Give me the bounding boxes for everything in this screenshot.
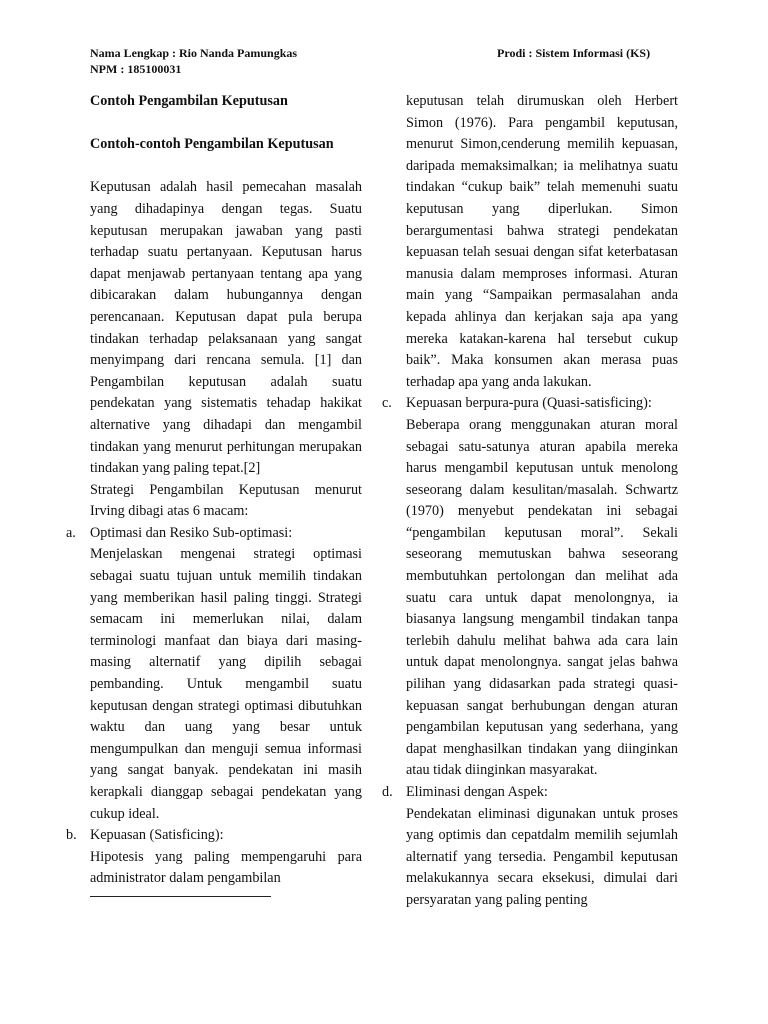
- right-column: [382, 91, 678, 912]
- item-b-body: Hipotesis yang paling mempengaruhi para administrator dalam pengambilan: [90, 848, 362, 887]
- list-marker-c: c.: [382, 395, 392, 412]
- item-c-title: Kepuasan berpura-pura (Quasi-satisficing):: [406, 395, 652, 412]
- list-marker-d: d.: [382, 784, 393, 800]
- list-item-c: [382, 393, 678, 782]
- list-item-a: [66, 523, 362, 825]
- header-npm: NPM : 185100031: [90, 62, 182, 76]
- intro-paragraph: Keputusan adalah hasil pemecahan masalah yang dihadapinya dengan tegas. Suatu keputusan merupakan jawaban yang pasti terhadap suatu pertanyaan. Keputusan harus dapat menjawab pertanyaan tentang apa yang dibicarakan dalam hubungannya dengan perencanaan. Keputusan dapat pula berupa tindakan terhadap pelaksanaan yang sangat menyimpang dari rencana semula. [1] dan Pengambilan keputusan adalah suatu pendekatan yang sistematis tehadap hakikat alternative yang dihadapi dan mengambil tindakan yang menurut perhitungan merupakan tindakan yang paling tepat.[2]: [90, 179, 362, 477]
- item-a-title: Optimasi dan Resiko Sub-optimasi:: [90, 524, 293, 541]
- item-d-title: Eliminasi dengan Aspek:: [406, 784, 548, 800]
- item-d-body: Pendekatan eliminasi digunakan untuk proses yang optimis dan cepatdalm memilih sejumlah alternatif yang tersedia. Pengambil keputusan melakukannya secara eksekusi, dimulai dari persyaratan yang paling penting: [406, 805, 678, 908]
- item-b-title: Kepuasan (Satisficing):: [90, 827, 224, 844]
- list-marker-b: b.: [66, 827, 77, 844]
- item-a-body: Menjelaskan mengenai strategi optimasi sebagai suatu tujuan untuk memilih tindakan yang memberikan hasil paling tinggi. Strategi semacam ini memerlukan nilai, dalam terminologi manfaat dan biaya dari masing-masing alternatif yang dipilih sebagai pembanding. Untuk mengambil suatu keputusan dengan strategi optimasi dibutuhkan waktu dan uang yang besar untuk mengumpulkan dan menguji semua informasi yang sangat banyak. pendekatan ini masih kerapkali dianggap sebagai pendekatan yang cukup ideal.: [90, 546, 362, 822]
- header-name: Nama Lengkap : Rio Nanda Pamungkas: [90, 46, 298, 60]
- left-column: [66, 91, 362, 897]
- list-item-b: [66, 825, 362, 890]
- list-marker-a: a.: [66, 524, 76, 541]
- section-subheading: Contoh-contoh Pengambilan Keputusan: [90, 136, 334, 153]
- footnote-separator: [90, 896, 271, 897]
- continued-paragraph: keputusan telah dirumuskan oleh Herbert Simon (1976). Para pengambil keputusan, menurut Simon,cenderung memilih kepuasan, daripada memaksimalkan; ia melihatnya suatu tindakan “cukup baik” telah memenuhi suatu keputusan yang diperlukan. Simon berargumentasi bahwa strategi pendekatan kepuasan telah sesuai dengan sifat keterbatasan manusia dalam memproses informasi. Aturan main yang “Sampaikan permasalahan anda kepada ahlinya dan kerjakan saja apa yang mereka katakan-karena hal tersebut cukup baik”. Maka konsumen akan merasa puas terhadap apa yang anda lakukan.: [406, 93, 678, 390]
- item-c-body: Beberapa orang menggunakan aturan moral sebagai satu-satunya aturan apabila mereka harus mengambil keputusan untuk menolong seseorang dalam kesulitan/masalah. Schwartz (1970) menyebut pendekatan ini sebagai “pengambilan keputusan moral”. Sekali seseorang memutuskan bahwa seseorang membutuhkan pertolongan dan melihat ada suatu cara untuk dapat menolongnya, ia biasanya langsung mengambil tindakan tanpa terlebih dahulu melihat bahwa ada cara lain untuk dapat menolongnya. sangat jelas bahwa pilihan yang didasarkan pada strategi quasi-kepuasan sangat berhubungan dengan aturan pengambilan keputusan yang sederhana, yang dapat menghasilkan tindakan yang diinginkan atau tidak diinginkan masyarakat.: [406, 416, 678, 779]
- strategy-intro: Strategi Pengambilan Keputusan menurut Irving dibagi atas 6 macam:: [90, 481, 362, 520]
- list-item-d: [382, 782, 678, 912]
- section-heading: Contoh Pengambilan Keputusan: [90, 93, 288, 109]
- header-prodi: Prodi : Sistem Informasi (KS): [497, 46, 651, 60]
